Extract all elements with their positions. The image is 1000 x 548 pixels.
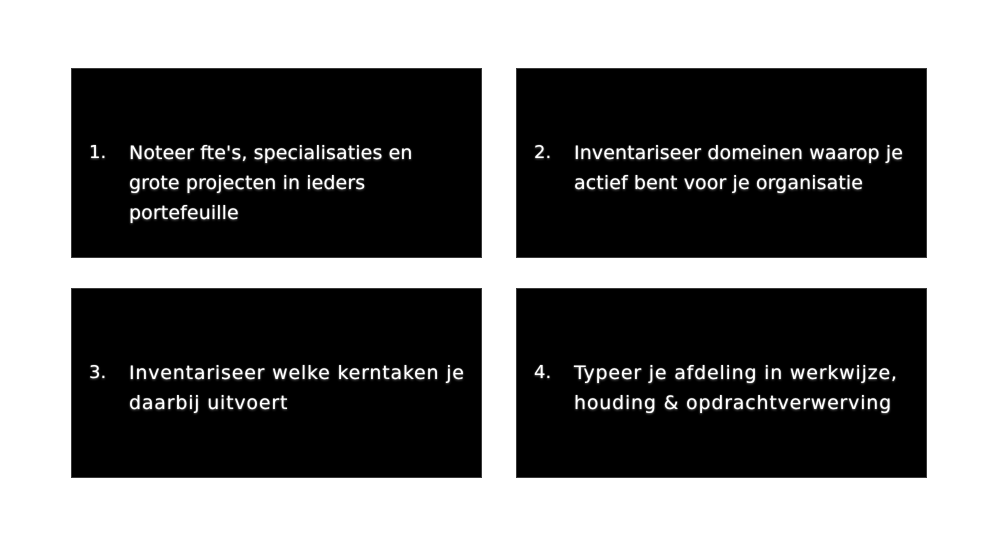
step-item-4	[534, 358, 912, 418]
step-number: 1.	[89, 142, 107, 163]
step-item-3	[89, 358, 467, 418]
step-card-3	[71, 288, 482, 478]
step-item-1	[89, 138, 467, 228]
step-card-2	[516, 68, 927, 258]
step-text: Inventariseer welke kerntaken je daarbij uitvoert	[129, 362, 465, 414]
step-item-2	[534, 138, 912, 198]
step-card-4	[516, 288, 927, 478]
step-card-1	[71, 68, 482, 258]
step-number: 2.	[534, 142, 552, 163]
step-text: Typeer je afdeling in werkwijze, houding & opdrachtverwerving	[574, 362, 898, 414]
step-text: Inventariseer domeinen waarop je actief bent voor je organisatie	[574, 142, 904, 194]
step-number: 4.	[534, 362, 552, 383]
step-text: Noteer fte's, specialisaties en grote projecten in ieders portefeuille	[129, 142, 413, 224]
step-number: 3.	[89, 362, 107, 383]
